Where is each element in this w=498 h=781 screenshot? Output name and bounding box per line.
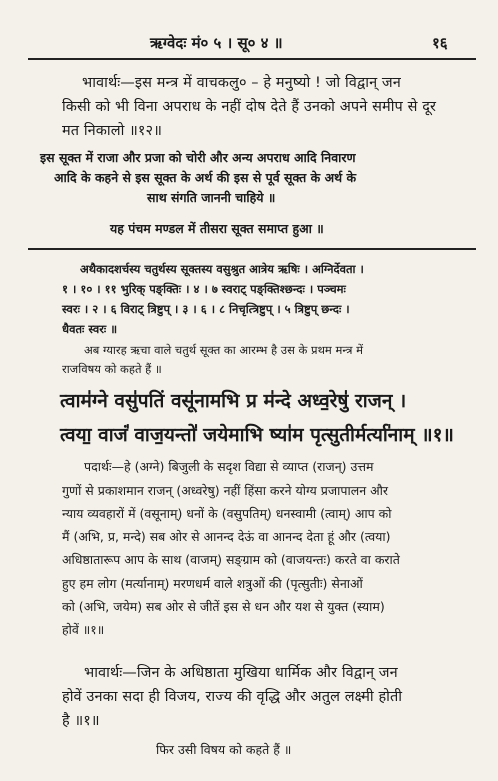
summary-line: साथ संगति जाननी चाहिये ॥: [147, 190, 276, 205]
padartha-line: हुए हम लोग (मर्त्यानाम्) मरणधर्म वाले शत्रुओं की (पृत्सुतीः) सेनाओं: [62, 576, 363, 591]
page-number: १६: [432, 34, 448, 52]
summary-line: आदि के कहने से इस सूक्त के अर्थ की इस से पूर्व सूक्त के अर्थ के: [54, 170, 357, 185]
header-rule: [28, 58, 476, 60]
bhavartha-line: है ॥१॥: [62, 713, 100, 729]
padartha-line: मैं (अभि, प्र, मन्दे) सब ओर से आनन्द देऊं वा आनन्द देता हूं और (त्वया): [62, 529, 391, 544]
topic-line: राजविषय को कहते हैं ॥: [62, 362, 162, 376]
topic-line: अब ग्यारह ऋचा वाले चतुर्थ सूक्त का आरम्भ है उस के प्रथम मन्त्र में: [84, 343, 363, 357]
summary-line: इस सूक्त में राजा और प्रजा को चोरी और अन्य अपराध आदि निवारण: [40, 150, 356, 165]
padartha-line: पदार्थः—हे (अग्ने) बिजुली के सदृश विद्या से व्याप्त (राजन्) उत्तम: [84, 459, 374, 474]
bhavartha-line: भावार्थः—इस मन्त्र में वाचकलु० – हे मनुष्यो ! जो विद्वान् जन: [82, 75, 401, 91]
sukta-intro-line: धैवतः स्वरः ॥: [62, 322, 118, 336]
section-rule: [28, 248, 476, 250]
bhavartha-line: होवें उनका सदा ही विजय, राज्य की वृद्धि और अतुल लक्ष्मी होती: [62, 689, 403, 705]
bhavartha-line: भावार्थः—जिन के अधिष्ठाता मुखिया धार्मिक और विद्वान् जन: [84, 665, 398, 681]
sukta-intro-line: अथैकादशर्चस्य चतुर्थस्य सूक्तस्य वसुश्रुत आत्रेय ऋषिः । अग्निर्देवता ।: [80, 262, 364, 276]
sukta-intro-line: स्वरः । २ । ६ विराट् त्रिष्टुप् । ३ । ६ । ८ निचृत्त्रिष्टुप् । ५ त्रिष्टुप् छन्दः ।: [62, 302, 350, 316]
mantra-line: त्वया॒ वाजं॑ वाज॒यन्तो॑ जयेमाभि ष्या॑म पृत्सुतीर्मर्त्या॑नाम् ॥१॥: [60, 424, 454, 446]
sukta-intro-line: १ । १० । ११ भुरिक् पङ्क्तिः । ४ । ७ स्वराट् पङ्क्तिश्छन्दः । पञ्चमः: [62, 282, 346, 296]
sukta-completion-note: यह पंचम मण्डल में तीसरा सूक्त समाप्त हुआ ॥: [110, 221, 324, 236]
padartha-line: होवें ॥१॥: [62, 622, 105, 637]
padartha-line: गुणों से प्रकाशमान राजन् (अध्वरेषु) नहीं हिंसा करने योग्य प्रजापालन और: [62, 483, 389, 498]
running-header-title: ऋग्वेदः मं० ५ । सू० ४ ॥: [150, 34, 283, 52]
bhavartha-line: किसी को भी विना अपराध के नहीं दोष देते हैं उनको अपने समीप से दूर: [62, 99, 437, 115]
bhavartha-line: मत निकालो ॥१२॥: [62, 123, 162, 139]
padartha-line: न्याय व्यवहारों में (वसूनाम्) धनों के (वसुपतिम्) धनस्वामी (त्वाम्) आप को: [62, 506, 392, 521]
padartha-line: अधिष्ठातारूप आप के साथ (वाजम्) सङ्ग्राम को (वाजयन्तः) करते वा कराते: [62, 552, 400, 567]
padartha-line: को (अभि, जयेम) सब ओर से जीतें इस से धन और यश से युक्त (स्याम): [62, 599, 385, 614]
mantra-line: त्वाम॑ग्ने वसु॑पतिं वसू॑नामभि प्र म॑न्दे अध्व॒रेषु॑ राजन् ।: [60, 390, 407, 412]
next-topic-note: फिर उसी विषय को कहते हैं ॥: [156, 742, 292, 757]
